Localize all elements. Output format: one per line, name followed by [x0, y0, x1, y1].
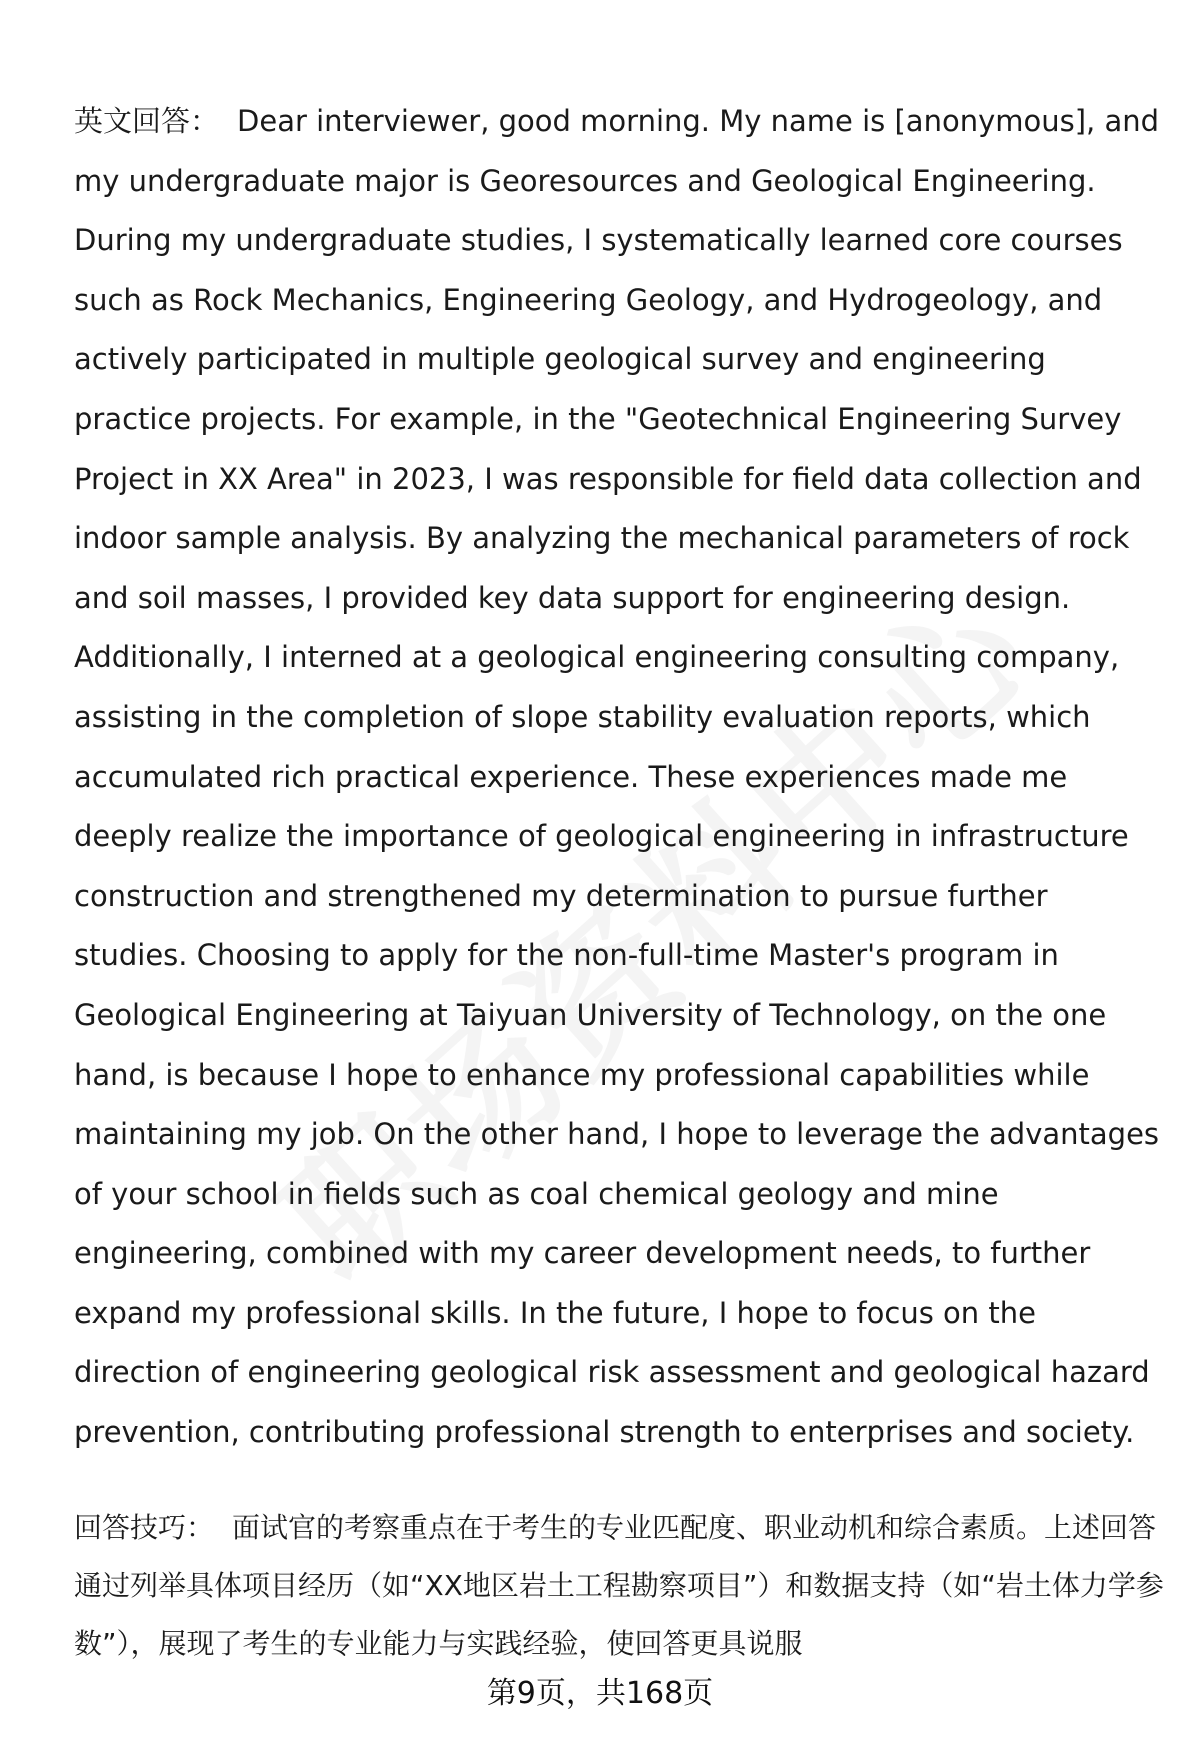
english-answer-text: Dear interviewer, good morning. My name is [anonymous], and my undergraduate major is Georesources and Geological Engineering. During my undergraduate studies, I systematically learned core courses such as Rock Mechanics, Engineering Geology, and Hydrogeology, and actively participated in multiple geological survey and engineering practice projects. For example, in the "Geotechnical Engineering Survey Project in XX Area" in 2023, I was responsible for field data collection and indoor sample analysis. By analyzing the mechanical parameters of rock and soil masses, I provided key data support for engineering design. Additionally, I interned at a geological engineering consulting company, assisting in the completion of slope stability evaluation reports, which accumulated rich practical experience. These experiences made me deeply realize the importance of geological engineering in infrastructure construction and strengthened my determination to pursue further studies. Choosing to apply for the non-full-time Master's program in Geological Engineering at Taiyuan University of Technology, on the one hand, is because I hope to enhance my professional capabilities while maintaining my job. On the other hand, I hope to leverage the advantages of your school in fields such as coal chemical geology and mine engineering, combined with my career development needs, to further expand my professional skills. In the future, I hope to focus on the direction of engineering geological risk assessment and geological hazard prevention, contributing professional strength to enterprises and society.: [74, 104, 1160, 1450]
content-area: [74, 92, 1166, 1673]
english-answer-paragraph: [74, 92, 1166, 1463]
page-indicator: 第9页，共168页: [486, 1676, 714, 1711]
english-answer-label: 英文回答：: [74, 104, 220, 138]
answer-tips-label: 回答技巧：: [74, 1510, 215, 1544]
answer-tips-text: 面试官的考察重点在于考生的专业匹配度、职业动机和综合素质。上述回答通过列举具体项目经历（如“XX地区岩土工程勘察项目”）和数据支持（如“岩土体力学参数”），展现了考生的专业能力与实践经验，使回答更具说服: [74, 1510, 1164, 1660]
answer-tips-paragraph: [74, 1499, 1166, 1673]
